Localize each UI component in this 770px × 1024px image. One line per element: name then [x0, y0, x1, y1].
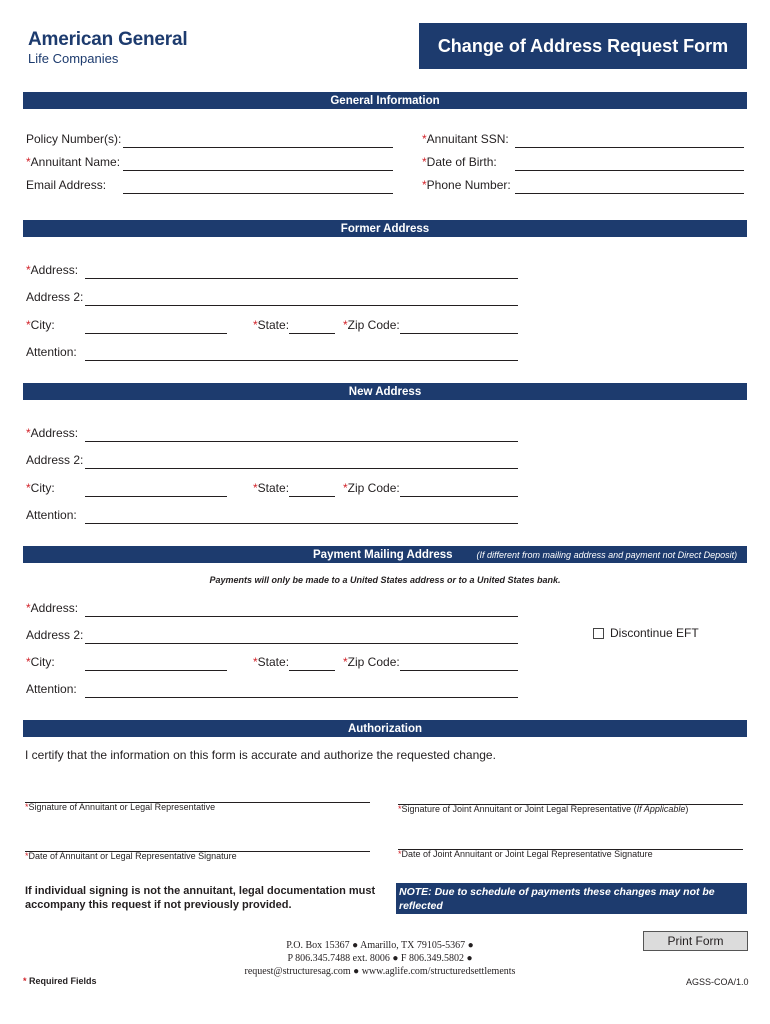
annuitant-date-label: *Date of Annuitant or Legal Representative Signature	[25, 851, 237, 861]
discontinue-eft-label: Discontinue EFT	[610, 626, 699, 640]
former-attention-field[interactable]	[85, 346, 518, 361]
payment-zip-field[interactable]	[400, 656, 518, 671]
payment-state-label: *State:	[253, 655, 290, 669]
section-new-address: New Address	[23, 383, 747, 400]
payment-address-field[interactable]	[85, 602, 518, 617]
payment-city-field[interactable]	[85, 656, 227, 671]
phone-number-label: *Phone Number:	[422, 178, 511, 192]
new-zip-label: *Zip Code:	[343, 481, 400, 495]
new-state-label: *State:	[253, 481, 290, 495]
footer-phone: P 806.345.7488 ext. 8006 ● F 806.349.5802 ●	[287, 953, 473, 964]
annuitant-date-field[interactable]	[25, 837, 370, 852]
joint-signature-label: *Signature of Joint Annuitant or Joint Legal Representative (If Applicable)	[398, 804, 689, 814]
new-city-field[interactable]	[85, 482, 227, 497]
section-general-information: General Information	[23, 92, 747, 109]
policy-number-field[interactable]	[123, 133, 393, 148]
section-payment-mailing-address	[23, 546, 747, 563]
new-city-label: *City:	[26, 481, 55, 495]
new-attention-field[interactable]	[85, 509, 518, 524]
annuitant-ssn-field[interactable]	[515, 133, 744, 148]
former-address-field[interactable]	[85, 264, 518, 279]
former-city-label: *City:	[26, 318, 55, 332]
company-logo-subtitle: Life Companies	[28, 51, 119, 66]
new-attention-label: Attention:	[26, 508, 77, 522]
joint-date-field[interactable]	[398, 835, 743, 850]
certify-statement: I certify that the information on this form is accurate and authorize the requested change.	[25, 748, 496, 762]
date-of-birth-label: *Date of Birth:	[422, 155, 497, 169]
form-title: Change of Address Request Form	[419, 23, 747, 69]
annuitant-name-label: *Annuitant Name:	[26, 155, 121, 169]
phone-number-field[interactable]	[515, 179, 744, 194]
new-address2-field[interactable]	[85, 454, 518, 469]
legal-documentation-note-line2: accompany this request if not previously provided.	[25, 899, 292, 911]
payment-city-label: *City:	[26, 655, 55, 669]
payment-attention-label: Attention:	[26, 682, 77, 696]
payment-schedule-note-line1: NOTE: Due to schedule of payments these changes may not be reflected	[399, 886, 715, 912]
former-address2-field[interactable]	[85, 291, 518, 306]
required-fields-legend: * Required Fields	[23, 976, 97, 986]
new-zip-field[interactable]	[400, 482, 518, 497]
new-address-field[interactable]	[85, 427, 518, 442]
annuitant-name-field[interactable]	[123, 156, 393, 171]
new-address-label: *Address:	[26, 426, 79, 440]
section-authorization: Authorization	[23, 720, 747, 737]
former-city-field[interactable]	[85, 319, 227, 334]
payment-attention-field[interactable]	[85, 683, 518, 698]
payment-address2-label: Address 2:	[26, 628, 84, 642]
payment-address-label: *Address:	[26, 601, 79, 615]
payment-section-title: Payment Mailing Address	[313, 548, 453, 561]
former-state-field[interactable]	[289, 319, 335, 334]
email-field[interactable]	[123, 179, 393, 194]
form-code: AGSS-COA/1.0	[686, 977, 749, 987]
former-zip-label: *Zip Code:	[343, 318, 400, 332]
company-logo-name: American General	[28, 29, 188, 50]
joint-signature-field[interactable]	[398, 790, 743, 805]
print-form-button[interactable]: Print Form	[643, 931, 748, 951]
annuitant-ssn-label: *Annuitant SSN:	[422, 132, 509, 146]
payment-state-field[interactable]	[289, 656, 335, 671]
joint-date-label: *Date of Joint Annuitant or Joint Legal Representative Signature	[398, 849, 653, 859]
payment-schedule-note	[396, 883, 747, 926]
payment-zip-label: *Zip Code:	[343, 655, 400, 669]
new-address2-label: Address 2:	[26, 453, 84, 467]
new-state-field[interactable]	[289, 482, 335, 497]
payment-schedule-note-line2: for up to 30 days.	[399, 914, 486, 926]
email-label: Email Address:	[26, 178, 107, 192]
annuitant-signature-field[interactable]	[25, 788, 370, 803]
former-attention-label: Attention:	[26, 345, 77, 359]
payment-address2-field[interactable]	[85, 629, 518, 644]
former-address2-label: Address 2:	[26, 290, 84, 304]
footer-address: P.O. Box 15367 ● Amarillo, TX 79105-5367 ●	[286, 940, 474, 951]
former-zip-field[interactable]	[400, 319, 518, 334]
discontinue-eft-checkbox[interactable]	[593, 628, 604, 639]
former-address-label: *Address:	[26, 263, 79, 277]
payment-info-text: Payments will only be made to a United States address or to a United States bank.	[209, 575, 561, 585]
section-former-address: Former Address	[23, 220, 747, 237]
former-state-label: *State:	[253, 318, 290, 332]
date-of-birth-field[interactable]	[515, 156, 744, 171]
footer-web: request@structuresag.com ● www.aglife.com/structuredsettlements	[244, 966, 516, 977]
legal-documentation-note-line1: If individual signing is not the annuitant, legal documentation must	[25, 885, 376, 897]
policy-number-label: Policy Number(s):	[26, 132, 122, 146]
payment-section-note: (If different from mailing address and payment not Direct Deposit)	[476, 549, 738, 560]
annuitant-signature-label: *Signature of Annuitant or Legal Representative	[25, 802, 216, 812]
